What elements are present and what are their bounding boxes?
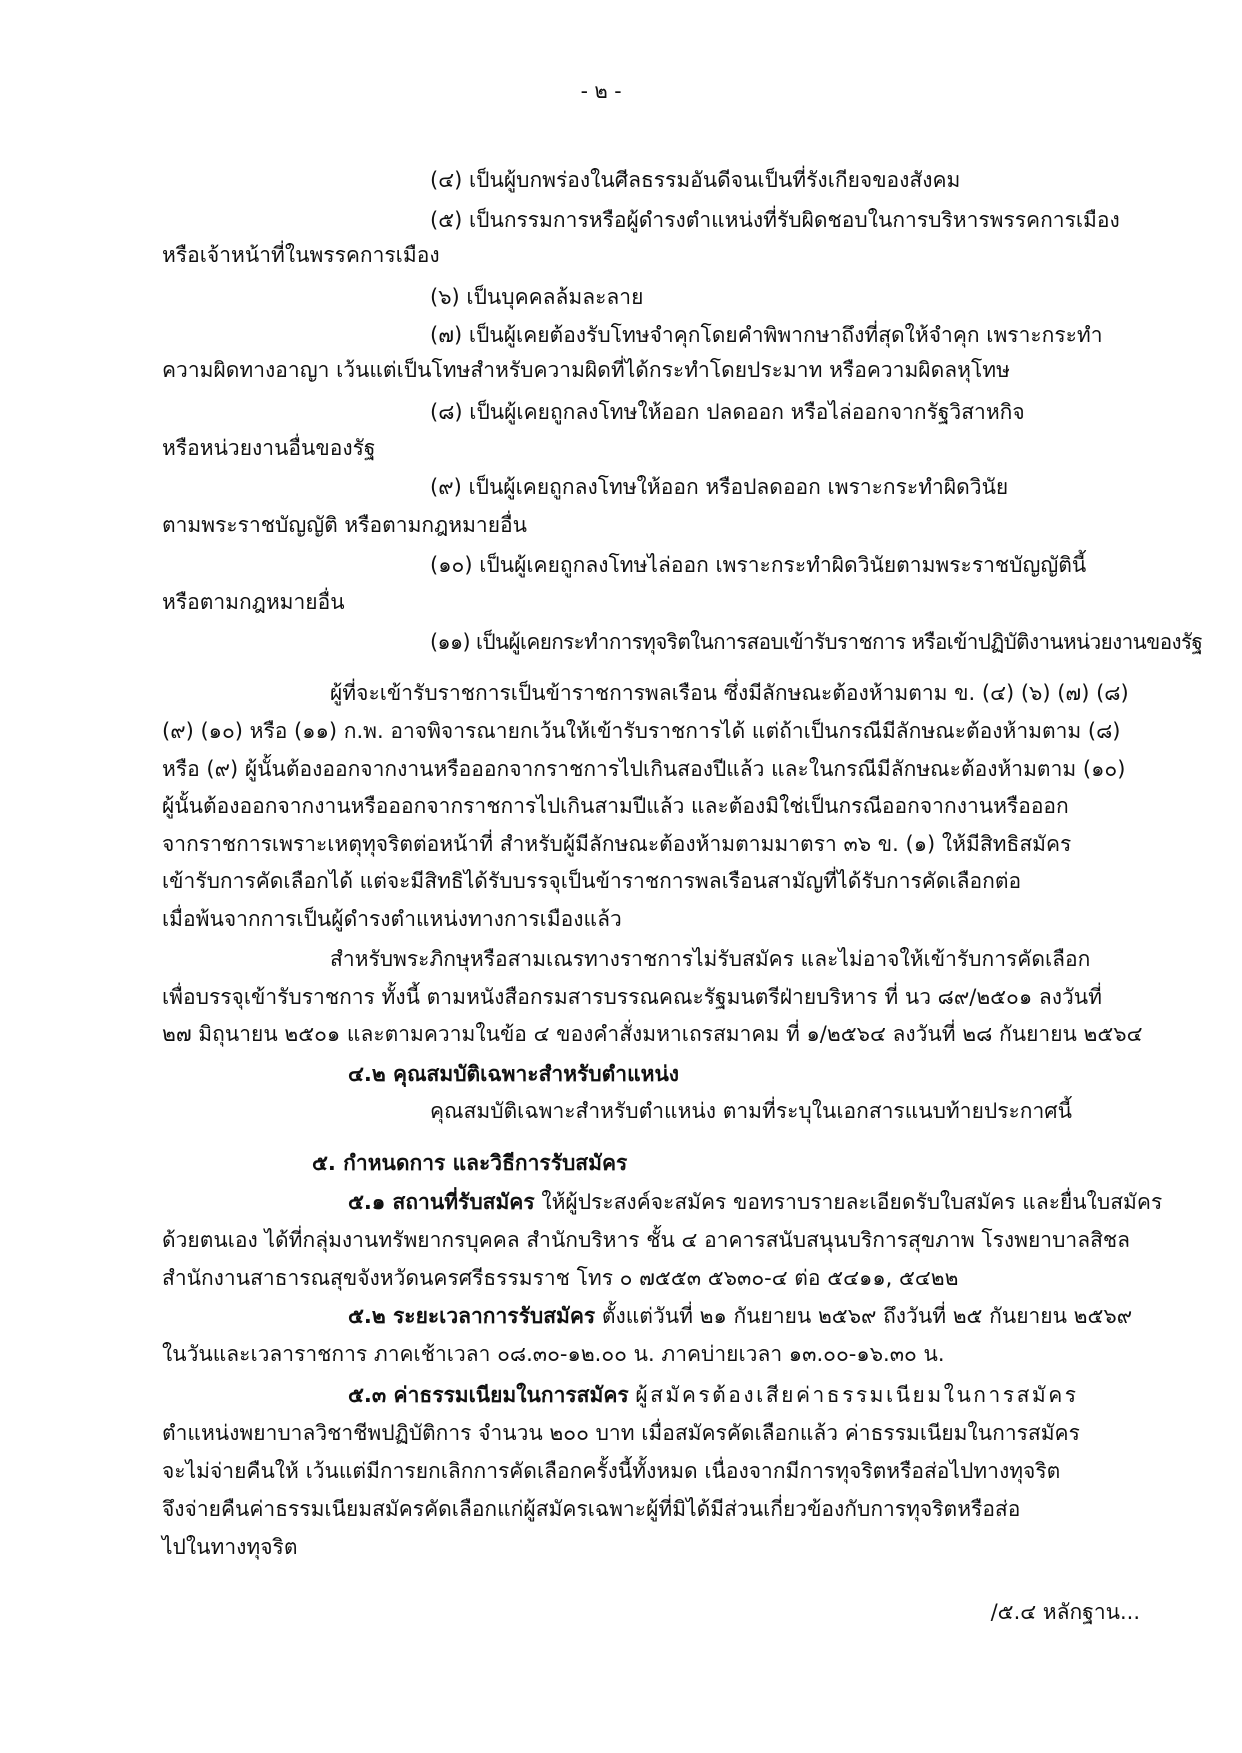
section-5-heading: ๕. กำหนดการ และวิธีการรับสมัคร [312,1151,628,1175]
section-5-3-cont: จะไม่จ่ายคืนให้ เว้นแต่มีการยกเลิกการคัดเลือกครั้งนี้ทั้งหมด เนื่องจากมีการทุจริตหรือส่อไปทางทุจริต [162,1459,1061,1483]
section-5-1-cont: สำนักงานสาธารณสุขจังหวัดนครศรีธรรมราช โทร ๐ ๗๕๕๓ ๕๖๓๐-๔ ต่อ ๕๔๑๑, ๕๔๒๒ [162,1266,959,1290]
next-page-reference: /๕.๔ หลักฐาน... [990,1600,1140,1624]
section-5-2-label: ๕.๒ ระยะเวลาการรับสมัคร [348,1304,596,1328]
section-5-3-label: ๕.๓ ค่าธรรมเนียมในการสมัคร [348,1383,629,1407]
section-5-1-cont: ด้วยตนเอง ได้ที่กลุ่มงานทรัพยากรบุคคล สำนักบริหาร ชั้น ๔ อาคารสนับสนุนบริการสุขภาพ โรงพยาบาลสิชล [162,1228,1131,1252]
section-5-2-text: ตั้งแต่วันที่ ๒๑ กันยายน ๒๕๖๙ ถึงวันที่ ๒๕ กันยายน ๒๕๖๙ [601,1304,1133,1328]
exception-paragraph-line: เข้ารับการคัดเลือกได้ แต่จะมีสิทธิได้รับบรรจุเป็นข้าราชการพลเรือนสามัญที่ได้รับการคัดเลือกต่อ [162,869,1022,893]
section-5-1-label: ๕.๑ สถานที่รับสมัคร [348,1190,535,1214]
disqualification-11: (๑๑) เป็นผู้เคยกระทำการทุจริตในการสอบเข้ารับราชการ หรือเข้าปฏิบัติงานหน่วยงานของรัฐ [430,630,1203,654]
disqualification-6: (๖) เป็นบุคคลล้มละลาย [430,285,644,309]
disqualification-9: (๙) เป็นผู้เคยถูกลงโทษให้ออก หรือปลดออก เพราะกระทำผิดวินัย [430,475,1009,499]
exception-paragraph-line: ผู้นั้นต้องออกจากงานหรือออกจากราชการไปเกินสามปีแล้ว และต้องมิใช่เป็นกรณีออกจากงานหรือออก [162,794,1069,818]
section-5-3-cont: จึงจ่ายคืนค่าธรรมเนียมสมัครคัดเลือกแก่ผู้สมัครเฉพาะผู้ที่มิได้มีส่วนเกี่ยวข้องกับการทุจริตหรือส่อ [162,1497,1021,1521]
section-4-2-body: คุณสมบัติเฉพาะสำหรับตำแหน่ง ตามที่ระบุในเอกสารแนบท้ายประกาศนี้ [430,1099,1072,1123]
disqualification-8-cont: หรือหน่วยงานอื่นของรัฐ [162,436,376,460]
disqualification-7-cont: ความผิดทางอาญา เว้นแต่เป็นโทษสำหรับความผิดที่ได้กระทำโดยประมาท หรือความผิดลหุโทษ [162,358,1010,382]
section-5-1-line [348,1187,1162,1217]
section-5-3-line [348,1380,1079,1410]
disqualification-7: (๗) เป็นผู้เคยต้องรับโทษจำคุกโดยคำพิพากษาถึงที่สุดให้จำคุก เพราะกระทำ [430,323,1103,347]
section-5-3-cont: ตำแหน่งพยาบาลวิชาชีพปฏิบัติการ จำนวน ๒๐๐ บาท เมื่อสมัครคัดเลือกแล้ว ค่าธรรมเนียมในการสมัคร [162,1421,1080,1445]
section-5-2-line [348,1301,1132,1331]
disqualification-4: (๔) เป็นผู้บกพร่องในศีลธรรมอันดีจนเป็นที่รังเกียจของสังคม [430,168,961,192]
disqualification-9-cont: ตามพระราชบัญญัติ หรือตามกฎหมายอื่น [162,513,527,537]
exception-paragraph-line: ผู้ที่จะเข้ารับราชการเป็นข้าราชการพลเรือน ซึ่งมีลักษณะต้องห้ามตาม ข. (๔) (๖) (๗) (๘) [330,681,1129,705]
exception-paragraph-line: หรือ (๙) ผู้นั้นต้องออกจากงานหรือออกจากราชการไปเกินสองปีแล้ว และในกรณีมีลักษณะต้องห้ามตาม (๑๐) [162,757,1126,781]
section-4-2-heading: ๔.๒ คุณสมบัติเฉพาะสำหรับตำแหน่ง [348,1062,680,1086]
section-5-3-cont: ไปในทางทุจริต [162,1535,298,1559]
monk-paragraph-line: ๒๗ มิถุนายน ๒๕๐๑ และตามความในข้อ ๔ ของคำสั่งมหาเถรสมาคม ที่ ๑/๒๕๖๔ ลงวันที่ ๒๘ กันยายน ๒๕๖๔ [162,1022,1143,1046]
disqualification-5-cont: หรือเจ้าหน้าที่ในพรรคการเมือง [162,243,440,267]
disqualification-8: (๘) เป็นผู้เคยถูกลงโทษให้ออก ปลดออก หรือไล่ออกจากรัฐวิสาหกิจ [430,400,1025,424]
disqualification-10-cont: หรือตามกฎหมายอื่น [162,590,345,614]
monk-paragraph-line: เพื่อบรรจุเข้ารับราชการ ทั้งนี้ ตามหนังสือกรมสารบรรณคณะรัฐมนตรีฝ่ายบริหาร ที่ นว ๘๙/๒๕๐๑ ลงวันที่ [162,985,1102,1009]
monk-paragraph-line: สำหรับพระภิกษุหรือสามเณรทางราชการไม่รับสมัคร และไม่อาจให้เข้ารับการคัดเลือก [330,947,1091,971]
section-5-1-text: ให้ผู้ประสงค์จะสมัคร ขอทราบรายละเอียดรับใบสมัคร และยื่นใบสมัคร [541,1190,1163,1214]
exception-paragraph-line: จากราชการเพราะเหตุทุจริตต่อหน้าที่ สำหรับผู้มีลักษณะต้องห้ามตามมาตรา ๓๖ ข. (๑) ให้มีสิทธิสมัคร [162,832,1072,856]
disqualification-10: (๑๐) เป็นผู้เคยถูกลงโทษไล่ออก เพราะกระทำผิดวินัยตามพระราชบัญญัตินี้ [430,553,1087,577]
section-5-3-text: ผู้สมัครต้องเสียค่าธรรมเนียมในการสมัคร [635,1383,1079,1407]
page-number: - ๒ - [580,79,622,103]
exception-paragraph-line: เมื่อพ้นจากการเป็นผู้ดำรงตำแหน่งทางการเมืองแล้ว [162,907,622,931]
disqualification-5: (๕) เป็นกรรมการหรือผู้ดำรงตำแหน่งที่รับผิดชอบในการบริหารพรรคการเมือง [430,208,1120,232]
section-5-2-cont: ในวันและเวลาราชการ ภาคเช้าเวลา ๐๘.๓๐-๑๒.๐๐ น. ภาคบ่ายเวลา ๑๓.๐๐-๑๖.๓๐ น. [162,1342,945,1366]
exception-paragraph-line: (๙) (๑๐) หรือ (๑๑) ก.พ. อาจพิจารณายกเว้นให้เข้ารับราชการได้ แต่ถ้าเป็นกรณีมีลักษณะต้องห้ามตาม (๘) [162,719,1121,743]
